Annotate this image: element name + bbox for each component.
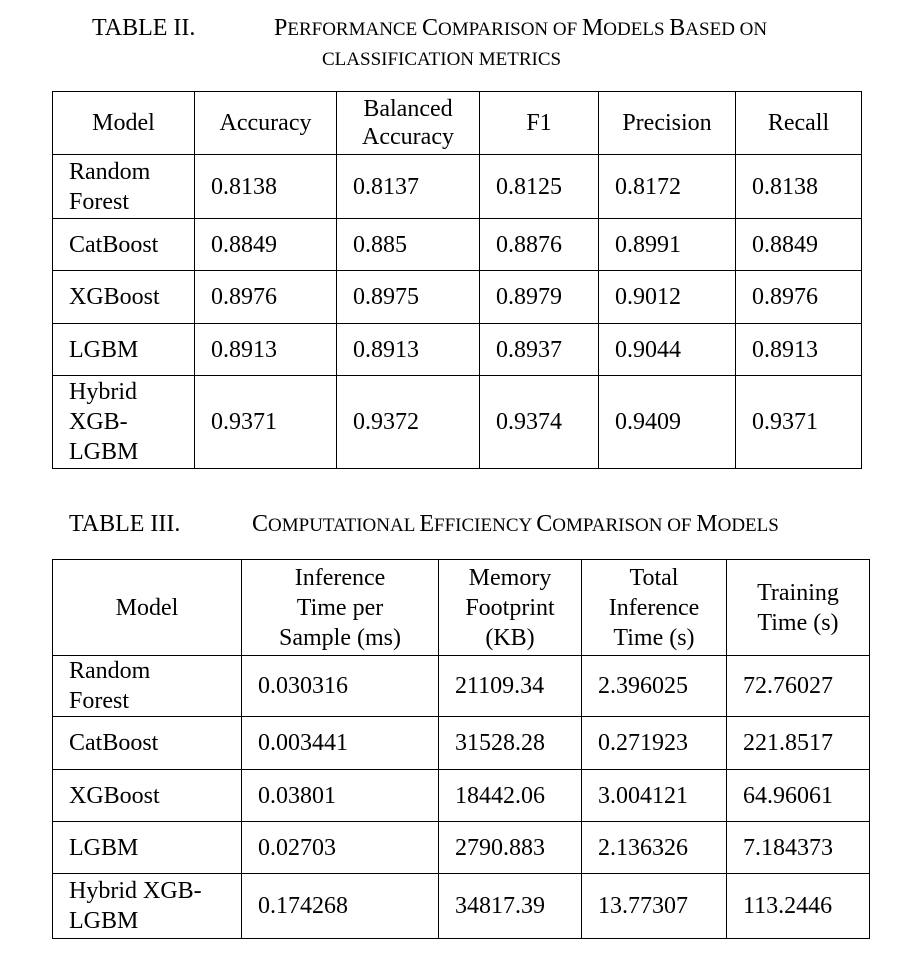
header-line: Inference: [608, 594, 700, 621]
value-cell: 0.9371: [195, 376, 337, 469]
table2-header-accuracy: Accuracy: [195, 92, 337, 155]
value-cell: 2.396025: [582, 656, 727, 717]
table3-title-part: ODELS: [717, 515, 779, 536]
table3: [52, 559, 870, 939]
header-line: Training: [757, 579, 839, 606]
table2-title-cap: P: [274, 15, 288, 41]
table2-title-cap: C: [421, 15, 438, 41]
table3-header-inference-time-per-sample: [242, 560, 439, 656]
value-cell: 0.03801: [242, 770, 439, 822]
header-line: Accuracy: [362, 124, 454, 150]
value-cell: 0.8849: [195, 219, 337, 271]
table3-title-cap: C: [252, 511, 269, 537]
table2-title-part: ERFORMANCE: [287, 19, 422, 40]
model-line: Hybrid XGB-: [69, 878, 202, 904]
value-cell: 31528.28: [439, 717, 582, 770]
table3-header-row: [53, 560, 870, 656]
model-cell: [53, 656, 242, 717]
model-cell: LGBM: [53, 822, 242, 874]
table3-title: [252, 510, 779, 540]
value-cell: 0.8937: [480, 324, 599, 376]
value-cell: 0.8913: [337, 324, 480, 376]
table-row: [53, 656, 870, 717]
value-cell: 0.8979: [480, 271, 599, 324]
table-row: [53, 770, 870, 822]
header-line: Time (s): [757, 609, 839, 636]
table2-header-row: [53, 92, 862, 155]
value-cell: 0.02703: [242, 822, 439, 874]
value-cell: 221.8517: [727, 717, 870, 770]
value-cell: 2790.883: [439, 822, 582, 874]
table2-title-cap: B: [669, 15, 686, 41]
model-line: LGBM: [69, 439, 139, 465]
table2-title-part: ODELS: [603, 19, 670, 40]
model-cell: [53, 155, 195, 219]
table3-title-part: OMPARISON OF: [552, 515, 697, 536]
value-cell: 0.8913: [736, 324, 862, 376]
table3-title-cap: M: [696, 511, 718, 537]
value-cell: 64.96061: [727, 770, 870, 822]
value-cell: 0.9371: [736, 376, 862, 469]
value-cell: 0.8876: [480, 219, 599, 271]
model-cell: XGBoost: [53, 770, 242, 822]
table3-title-cap: C: [536, 511, 553, 537]
value-cell: 0.885: [337, 219, 480, 271]
value-cell: 0.8849: [736, 219, 862, 271]
header-line: Time per: [296, 594, 384, 621]
header-line: Memory: [468, 564, 552, 591]
model-cell: [53, 376, 195, 469]
table3-title-part: OMPUTATIONAL: [268, 515, 420, 536]
value-cell: 0.8976: [195, 271, 337, 324]
model-line: Forest: [69, 188, 129, 215]
model-line: Random: [69, 158, 151, 185]
value-cell: 72.76027: [727, 656, 870, 717]
model-line: Random: [69, 658, 151, 684]
table2-header-model: Model: [53, 92, 195, 155]
value-cell: 0.174268: [242, 874, 439, 939]
table-row: [53, 717, 870, 770]
table2-header-recall: Recall: [736, 92, 862, 155]
value-cell: 0.9044: [599, 324, 736, 376]
value-cell: 3.004121: [582, 770, 727, 822]
table-row: [53, 324, 862, 376]
table-row: [53, 219, 862, 271]
header-line: Time (s): [613, 624, 695, 651]
model-cell: LGBM: [53, 324, 195, 376]
value-cell: 0.8138: [736, 155, 862, 219]
table2-title-line1: [274, 14, 767, 44]
value-cell: 21109.34: [439, 656, 582, 717]
table2-label: TABLE II.: [92, 15, 196, 41]
value-cell: 0.8137: [337, 155, 480, 219]
value-cell: 0.8976: [736, 271, 862, 324]
header-line: Footprint: [465, 594, 555, 621]
value-cell: 0.8975: [337, 271, 480, 324]
table2-header-f1: F1: [480, 92, 599, 155]
table-row: [53, 874, 870, 939]
table3-label: TABLE III.: [69, 511, 181, 537]
table2-title-cap: M: [581, 15, 604, 41]
value-cell: 0.9372: [337, 376, 480, 469]
table-row: [53, 822, 870, 874]
table2-title-part: ASED ON: [685, 19, 768, 40]
value-cell: 0.271923: [582, 717, 727, 770]
model-cell: CatBoost: [53, 717, 242, 770]
value-cell: 113.2446: [727, 874, 870, 939]
model-cell: XGBoost: [53, 271, 195, 324]
header-line: Inference: [294, 564, 386, 591]
header-line: Total: [629, 564, 679, 591]
table2-title-line2: CLASSIFICATION METRICS: [322, 49, 562, 70]
table2: [52, 91, 862, 469]
value-cell: 18442.06: [439, 770, 582, 822]
table2-title-part: OMPARISON OF: [437, 19, 582, 40]
value-cell: 0.8913: [195, 324, 337, 376]
value-cell: 2.136326: [582, 822, 727, 874]
value-cell: 0.003441: [242, 717, 439, 770]
table2-header-precision: Precision: [599, 92, 736, 155]
header-line: Balanced: [363, 96, 453, 122]
model-line: Forest: [69, 688, 129, 714]
header-line: (KB): [485, 624, 535, 651]
table3-title-cap: E: [419, 511, 435, 537]
table3-header-model: Model: [53, 560, 242, 656]
header-line: Sample (ms): [279, 624, 401, 651]
table3-header-memory-footprint: [439, 560, 582, 656]
value-cell: 0.8991: [599, 219, 736, 271]
value-cell: 0.9374: [480, 376, 599, 469]
value-cell: 0.8125: [480, 155, 599, 219]
table2-header-balanced-accuracy: [337, 92, 480, 155]
table-row: [53, 376, 862, 469]
model-line: Hybrid: [69, 379, 137, 405]
model-line: XGB-: [69, 409, 128, 435]
value-cell: 0.030316: [242, 656, 439, 717]
table-row: [53, 155, 862, 219]
model-cell: [53, 874, 242, 939]
value-cell: 0.8172: [599, 155, 736, 219]
model-cell: CatBoost: [53, 219, 195, 271]
model-line: LGBM: [69, 908, 139, 934]
value-cell: 0.9012: [599, 271, 736, 324]
value-cell: 13.77307: [582, 874, 727, 939]
table3-header-training-time: [727, 560, 870, 656]
table-row: [53, 271, 862, 324]
table3-header-total-inference-time: [582, 560, 727, 656]
value-cell: 0.8138: [195, 155, 337, 219]
value-cell: 34817.39: [439, 874, 582, 939]
value-cell: 0.9409: [599, 376, 736, 469]
value-cell: 7.184373: [727, 822, 870, 874]
table3-title-part: FFICIENCY: [434, 515, 537, 536]
